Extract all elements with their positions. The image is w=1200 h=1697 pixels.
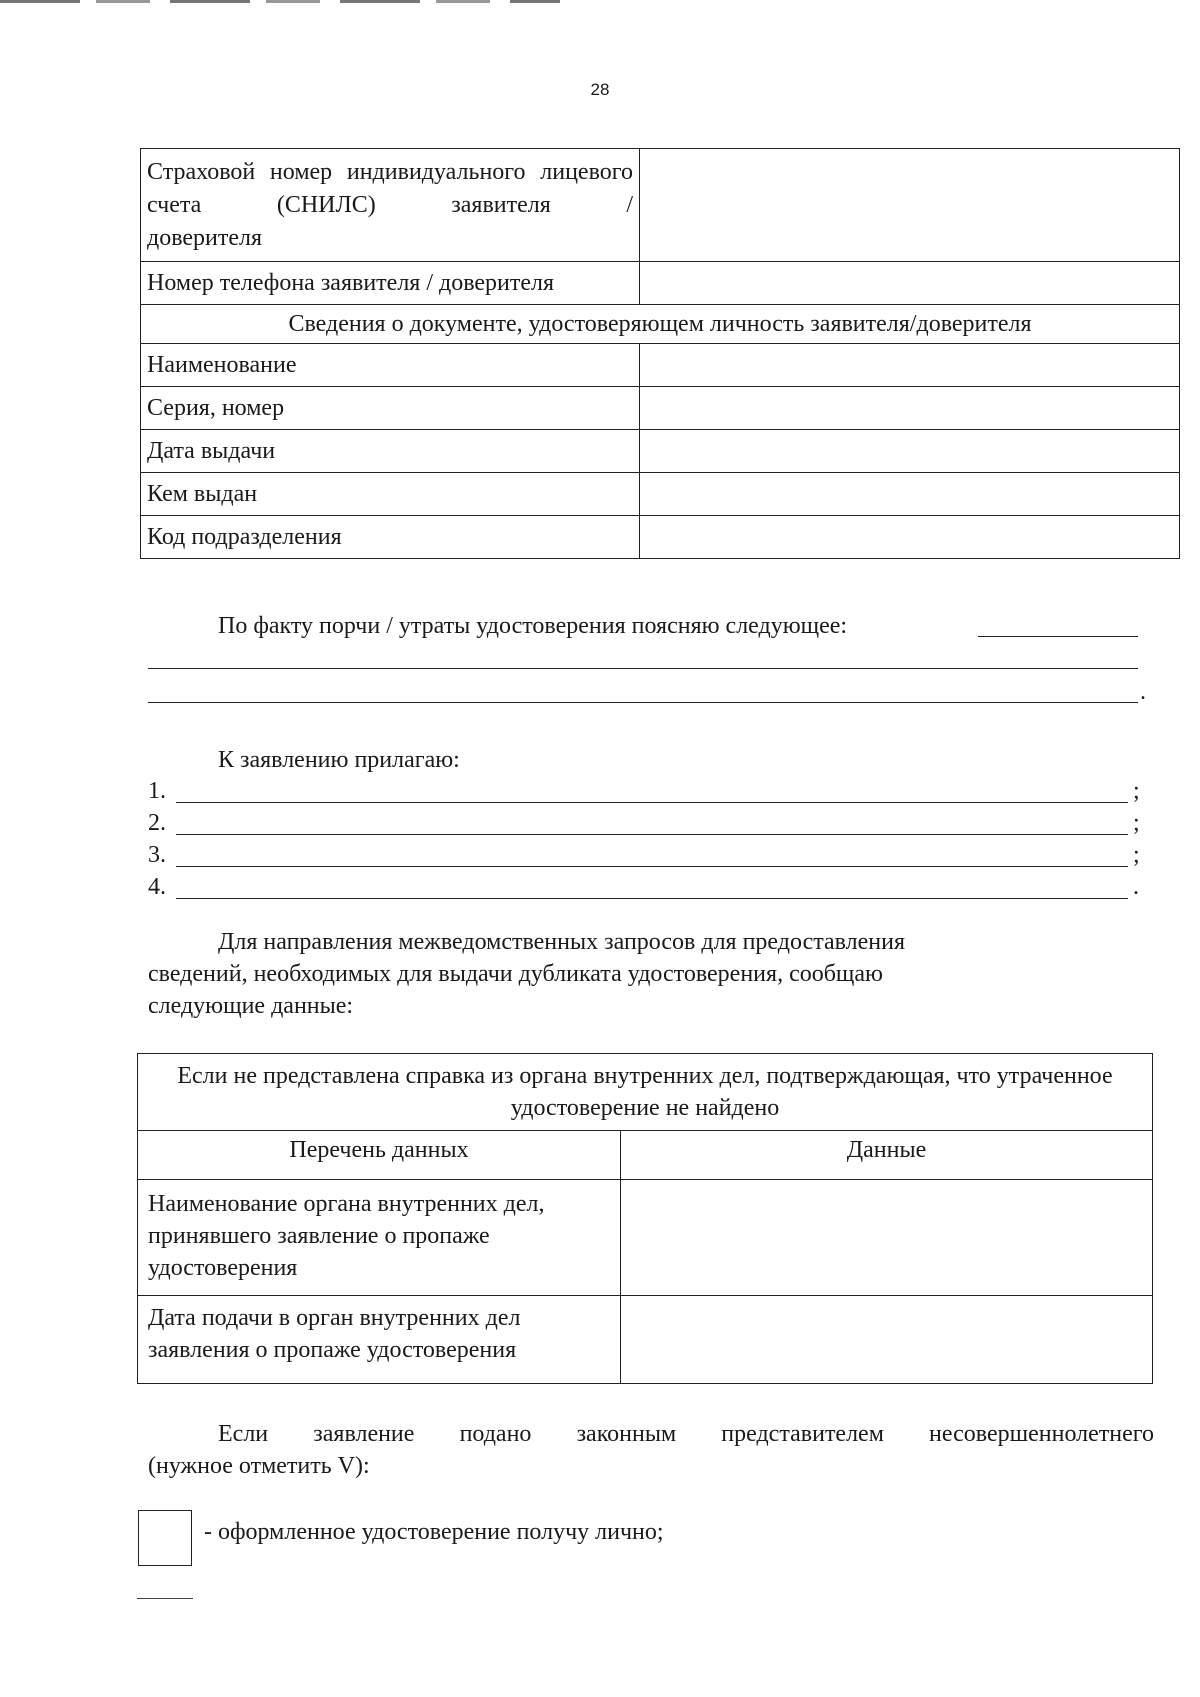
id-series-field[interactable] xyxy=(640,387,1180,430)
column-header-data: Данные xyxy=(621,1131,1153,1180)
table-row xyxy=(141,387,1180,430)
table-row xyxy=(141,305,1180,344)
column-header-list: Перечень данных xyxy=(138,1131,621,1180)
receive-personally-checkbox[interactable] xyxy=(138,1510,192,1566)
table-row xyxy=(138,1296,1153,1384)
id-division-code-label: Код подразделения xyxy=(141,516,640,559)
attachment-number: 2. xyxy=(148,810,166,836)
table-row xyxy=(138,1131,1153,1180)
interagency-text-line: следующие данные: xyxy=(148,993,354,1019)
table-row xyxy=(141,473,1180,516)
applicant-info-table xyxy=(140,148,1180,559)
snils-value-field[interactable] xyxy=(640,149,1180,262)
attachment-line[interactable] xyxy=(176,866,1128,867)
phone-label: Номер телефона заявителя / доверителя xyxy=(141,262,640,305)
attachment-line[interactable] xyxy=(176,898,1128,899)
representative-text-line: Если заявление подано законным представителем несовершеннолетнего xyxy=(218,1421,1154,1447)
table-row xyxy=(141,262,1180,305)
police-organ-field[interactable] xyxy=(621,1180,1153,1296)
id-series-label: Серия, номер xyxy=(141,387,640,430)
table-row xyxy=(141,344,1180,387)
id-issue-date-field[interactable] xyxy=(640,430,1180,473)
interagency-text-line: Для направления межведомственных запросов для предоставления xyxy=(218,929,906,955)
attachment-line[interactable] xyxy=(176,802,1128,803)
table-row xyxy=(141,149,1180,262)
explanation-line[interactable] xyxy=(978,636,1138,637)
scan-edge-artifact xyxy=(0,0,560,3)
explanation-line[interactable] xyxy=(148,702,1138,703)
id-division-code-field[interactable] xyxy=(640,516,1180,559)
id-section-title: Сведения о документе, удостоверяющем личность заявителя/доверителя xyxy=(141,305,1180,344)
table-row xyxy=(141,430,1180,473)
attachment-number: 4. xyxy=(148,874,166,900)
id-issuer-label: Кем выдан xyxy=(141,473,640,516)
police-date-label: Дата подачи в орган внутренних дел заявления о пропаже удостоверения xyxy=(138,1296,621,1384)
attachment-punct: . xyxy=(1133,874,1139,900)
phone-value-field[interactable] xyxy=(640,262,1180,305)
table-row xyxy=(138,1054,1153,1131)
page-number: 28 xyxy=(590,80,610,99)
interagency-text-line: сведений, необходимых для выдачи дубликата удостоверения, сообщаю xyxy=(148,961,883,987)
police-table-header: Если не представлена справка из органа внутренних дел, подтверждающая, что утраченное удостоверение не найдено xyxy=(138,1054,1153,1131)
police-date-field[interactable] xyxy=(621,1296,1153,1384)
attachment-punct: ; xyxy=(1133,778,1140,804)
representative-text-line: (нужное отметить V): xyxy=(148,1453,370,1479)
attachments-heading: К заявлению прилагаю: xyxy=(218,747,460,773)
police-organ-label: Наименование органа внутренних дел, принявшего заявление о пропаже удостоверения xyxy=(138,1180,621,1296)
id-name-label: Наименование xyxy=(141,344,640,387)
table-row xyxy=(141,516,1180,559)
attachment-punct: ; xyxy=(1133,842,1140,868)
attachment-number: 3. xyxy=(148,842,166,868)
id-issue-date-label: Дата выдачи xyxy=(141,430,640,473)
explanation-line[interactable] xyxy=(148,668,1138,669)
attachment-number: 1. xyxy=(148,778,166,804)
attachment-punct: ; xyxy=(1133,810,1140,836)
police-report-table xyxy=(137,1053,1153,1384)
explanation-end-mark: . xyxy=(1140,679,1146,705)
attachment-line[interactable] xyxy=(176,834,1128,835)
id-name-field[interactable] xyxy=(640,344,1180,387)
table-row xyxy=(138,1180,1153,1296)
snils-label: Страховой номер индивидуального лицевого счета (СНИЛС) заявителя / доверителя xyxy=(141,149,640,262)
explanation-text: По факту порчи / утраты удостоверения поясняю следующее: xyxy=(218,613,848,639)
footer-divider xyxy=(137,1598,193,1599)
receive-personally-label: - оформленное удостоверение получу лично; xyxy=(204,1519,664,1545)
id-issuer-field[interactable] xyxy=(640,473,1180,516)
